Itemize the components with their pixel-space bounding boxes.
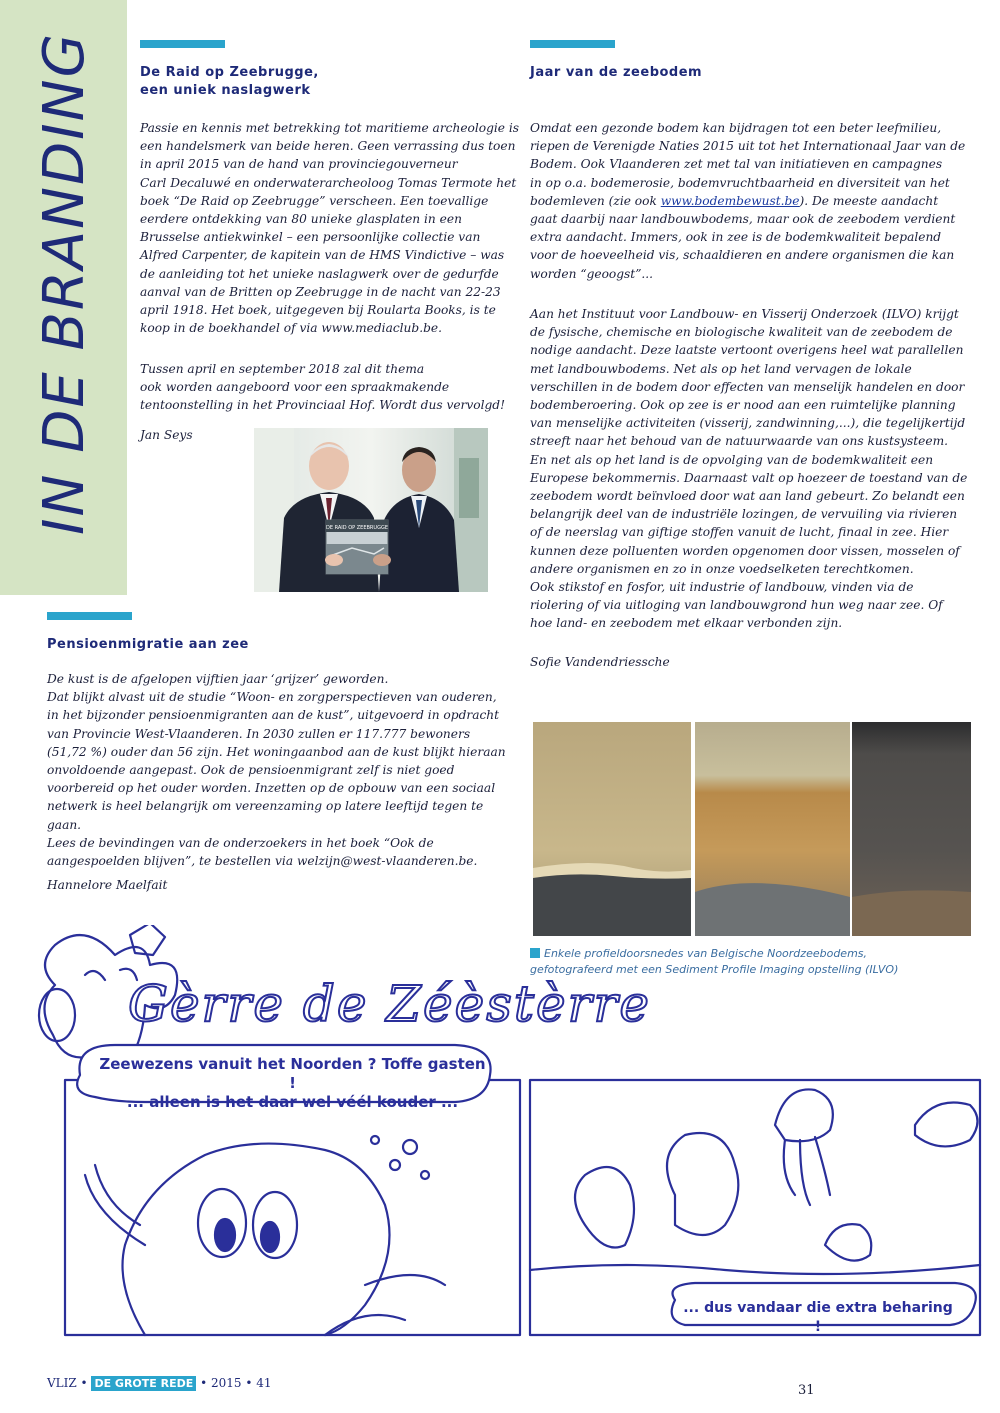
text-line: netwerk is heel belangrijk om vereenzaming op latere leeftijd tegen te gaan. <box>47 799 484 832</box>
text-line: ook worden aangeboord voor een spraakmakende <box>140 380 450 395</box>
heading-accent-bar <box>140 40 225 48</box>
article-pensioen-paragraph <box>47 670 517 870</box>
article-raid-paragraph-2 <box>140 360 520 415</box>
text-line: Dat blijkt alvast uit de studie “Woon- en zorgperspectieven van ouderen, <box>47 690 497 705</box>
heading-accent-bar <box>530 40 615 48</box>
text-line: extra aandacht. Immers, ook in zee is de bodemkwaliteit bepalend <box>530 230 942 245</box>
text-line: eerdere ontdekking van 80 unieke glasplaten in een <box>140 212 462 227</box>
text-line: hoe land- en zeebodem met elkaar verbonden zijn. <box>530 616 843 631</box>
text-line: een handelsmerk van beide heren. Geen verrassing dus toen <box>140 139 516 154</box>
text-line: voorbereid op het ouder worden. Inzetten op de opbouw van een sociaal <box>47 781 496 796</box>
page-number: 31 <box>798 1383 815 1398</box>
footer-year: 2015 <box>210 1376 242 1390</box>
text-fragment: bodemleven (zie ook <box>530 193 661 208</box>
photo-book-presentation-image <box>254 428 488 592</box>
article-raid-author: Jan Seys <box>140 428 193 442</box>
text-line: van menselijke activiteiten (visserij, zandwinning,...), die tegelijkertijd <box>530 416 966 431</box>
text-line: de aanleiding tot het unieke naslagwerk over de gedurfde <box>140 266 499 281</box>
comic-bubble-1-line2: ... alleen is het daar wel véél kouder ... <box>126 1093 459 1111</box>
article-pensioen-title: Pensioenmigratie aan zee <box>47 637 249 652</box>
text-line: nodige aandacht. Deze laatste vertoont overigens heel wat parallellen <box>530 343 964 358</box>
text-line: in het bijzonder pensioenmigranten aan de kust”, uitgevoerd in opdracht <box>47 708 500 723</box>
footer-issue: 41 <box>256 1376 272 1390</box>
text-line: andere organismen en zo in onze voedselketen terechtkomen. <box>530 561 914 576</box>
text-line: zeebodem wordt beïnvloed door wat aan land gebeurt. Zo belandt een <box>530 489 965 504</box>
article-zeebodem-paragraph-2 <box>530 305 970 633</box>
footer-magazine: DE GROTE REDE <box>91 1376 196 1391</box>
text-line: belangrijk deel van de industriële lozingen, de vervuiling via rivieren <box>530 507 958 522</box>
article-raid-paragraph-1 <box>140 119 520 337</box>
text-line: in op o.a. bodemerosie, bodemvruchtbaarheid en diversiteit van het <box>530 175 950 190</box>
article-raid-title-line1: De Raid op Zeebrugge, <box>140 65 319 80</box>
comic-bubble-1 <box>95 1055 490 1112</box>
text-line: gaat daarbij naar landbouwbodems, maar ook de zeebodem verdient <box>530 212 956 227</box>
photo-book-presentation <box>254 428 488 592</box>
heading-accent-bar <box>47 612 132 620</box>
text-line: Lees de bevindingen van de onderzoekers in het boek “Ook de <box>47 835 434 850</box>
text-line: De kust is de afgelopen vijftien jaar ‘grijzer’ geworden. <box>47 672 389 686</box>
text-line: Bodem. Ook Vlaanderen zet met tal van initiatieven en campagnes <box>530 157 943 172</box>
text-line: koop in de boekhandel of via www.mediaclub.be. <box>140 321 442 336</box>
text-line: Alfred Carpenter, de kapitein van de HMS Vindictive – was <box>140 248 505 263</box>
text-line: Carl Decaluwé en onderwaterarcheoloog Tomas Termote het <box>140 175 517 190</box>
text-fragment: ). De meeste aandacht <box>799 193 939 208</box>
comic-bubble-1-line1: Zeewezens vanuit het Noorden ? Toffe gasten ! <box>99 1055 486 1092</box>
comic-title: Gèrre de Zéèstèrre <box>128 975 651 1033</box>
sediment-profile-images <box>533 722 971 936</box>
text-line: voor de hoeveelheid vis, schaaldieren en andere organismen die kan <box>530 248 955 263</box>
article-zeebodem-paragraph-1 <box>530 119 970 283</box>
text-line: april 1918. Het boek, uitgegeven bij Roularta Books, is te <box>140 303 496 318</box>
text-line: (51,72 %) ouder dan 56 zijn. Het woningaanbod aan de kust blijkt hieraan <box>47 744 506 759</box>
caption-line2: gefotografeerd met een Sediment Profile Imaging opstelling (ILVO) <box>530 963 899 976</box>
text-line: in april 2015 van de hand van provinciegouverneur <box>140 157 458 172</box>
section-title: IN DE BRANDING <box>32 32 97 535</box>
text-line: Tussen april en september 2018 zal dit thema <box>140 362 425 376</box>
text-line <box>530 192 970 210</box>
article-pensioen-author: Hannelore Maelfait <box>47 878 168 892</box>
text-line: onvoldoende aangepast. Ook de pensioenmigrant zelf is niet goed <box>47 763 455 778</box>
text-line: En net als op het land is de opvolging van de bodemkwaliteit een <box>530 452 934 467</box>
text-line: tentoonstelling in het Provinciaal Hof. Wordt dus vervolgd! <box>140 398 505 413</box>
article-raid-title <box>140 64 319 100</box>
text-line: verschillen in de bodem door effecten van menselijk handelen en door <box>530 379 965 394</box>
text-line: riolering of via uitloging van landbouwgrond hun weg naar zee. Of <box>530 598 943 613</box>
text-line: Europese bekommernis. Daarnaast valt op hoezeer de toestand van de <box>530 470 968 485</box>
text-line: van Provincie West-Vlaanderen. In 2030 zullen er 117.777 bewoners <box>47 726 471 741</box>
text-line: Aan het Instituut voor Landbouw- en Visserij Onderzoek (ILVO) krijgt <box>530 307 959 321</box>
text-line: boek “De Raid op Zeebrugge” verscheen. Een toevallige <box>140 193 489 208</box>
comic-bubble-2: ... dus vandaar die extra beharing ! <box>683 1300 953 1335</box>
sediment-profile-photos <box>533 722 971 936</box>
article-zeebodem-author: Sofie Vandendriessche <box>530 655 670 669</box>
bodembewust-link[interactable]: www.bodembewust.be <box>660 193 800 208</box>
section-sideband <box>0 0 127 595</box>
text-line: kunnen deze polluenten worden opgenomen door vissen, mosselen of <box>530 543 960 558</box>
photo-book-title: DE RAID OP ZEEBRUGGE <box>326 525 388 531</box>
text-line: aanval van de Britten op Zeebrugge in de nacht van 22-23 <box>140 284 501 299</box>
caption-line1: Enkele profieldoorsnedes van Belgische Noordzeebodems, <box>544 947 868 960</box>
text-line: de fysische, chemische en biologische kwaliteit van de zeebodem de <box>530 325 953 340</box>
page-footer: VLIZ • DE GROTE REDE • 2015 • 41 <box>47 1376 272 1390</box>
text-line: of de neerslag van giftige stoffen vanuit de lucht, finaal in zee. Hier <box>530 525 949 540</box>
text-line: riepen de Verenigde Naties 2015 uit tot het Internationaal Jaar van de <box>530 139 966 154</box>
text-line: Omdat een gezonde bodem kan bijdragen tot een beter leefmilieu, <box>530 121 942 135</box>
article-raid-title-line2: een uniek naslagwerk <box>140 83 311 98</box>
text-line: Ook stikstof en fosfor, uit industrie of landbouw, vinden via de <box>530 580 914 595</box>
text-line: bodemberoering. Ook op zee is er nood aan een ruimtelijke planning <box>530 398 956 413</box>
text-line: streeft naar het behoud van de natuurwaarde van ons kustsysteem. <box>530 434 949 449</box>
article-zeebodem-title: Jaar van de zeebodem <box>530 65 703 80</box>
text-line: aangespoelden blijven”, te bestellen via welzijn@west-vlaanderen.be. <box>47 854 478 869</box>
text-line: met landbouwbodems. Net als op het land vervagen de lokale <box>530 361 912 376</box>
text-line: Brusselse antiekwinkel – een persoonlijke collectie van <box>140 230 481 245</box>
text-line: Passie en kennis met betrekking tot maritieme archeologie is <box>140 121 520 135</box>
footer-org: VLIZ <box>47 1376 77 1390</box>
text-line: worden “geoogst”... <box>530 266 654 281</box>
